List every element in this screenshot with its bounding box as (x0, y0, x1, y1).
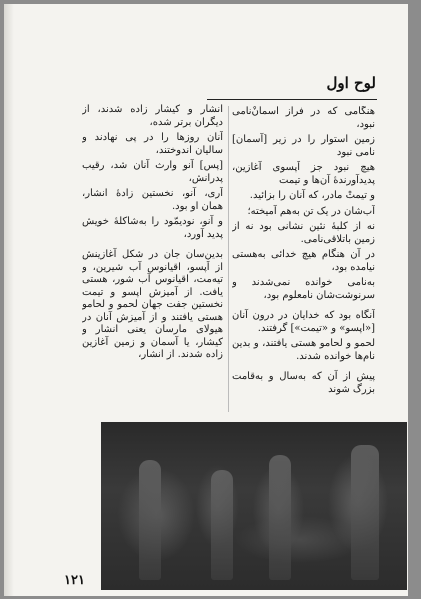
paragraph: به‌نامی خوانده نمی‌شدند و سرنوشت‌شان نامعلوم بود، (232, 277, 375, 301)
page-number: ۱۲۱ (64, 573, 85, 588)
paragraph: و تیمتْ مادر، که آنان را بزائید. (249, 190, 375, 201)
paragraph: آنگاه بود که خدایان در درون آنان [«اپسو» و «تیمت»] گرفتند. (232, 310, 375, 334)
paragraph: انشار و کیشار زاده شدند، از دیگران برتر شده، (82, 104, 223, 128)
paragraph: در آن هنگام هیچ خدائی به‌هستی نیامده بود، (232, 249, 375, 273)
paragraph: بدین‌سان جان در شکل آغازینش از اَپسو، اقیانوس آب شیرین، و تیه‌مت، اقیانوس آب شور، هستی یافت. از آمیزش اپسو و تیمت نخستین جفت جهان لحمو و لحامو هستی یافتند و از آمیزش آنان در هیولای مارسان یعنی انشار و کیشار، یا آسمان و زمین آغازین زاده شدند. از انشار، (82, 249, 223, 360)
paragraph: هنگامی که در فراز آسمان‌ْ‌نامی نبود، (232, 106, 375, 130)
right-text-column (232, 106, 375, 416)
relief-figure (139, 460, 161, 580)
relief-figure (351, 445, 379, 580)
paragraph: نه از کلبهٔ نئین نشانی بود نه از زمین باتلاقی‌نامی. (232, 221, 375, 245)
page-heading: لوح اول (326, 74, 376, 92)
heading-rule (207, 99, 377, 100)
page-gutter-shadow (4, 4, 14, 596)
paragraph: آنان روزها را در پی نهادند و سالیان اندوختند، (82, 132, 223, 156)
book-page (4, 4, 408, 596)
left-text-column (82, 104, 223, 414)
paragraph: [پس] آنو وارث آنان شد، رقیب پدرانش، (82, 160, 223, 184)
paragraph: آب‌شان در یک تن به‌هم آمیخته؛ (247, 205, 375, 217)
paragraph: زمین استوار را در زیر [آسمان] نامی نبود (232, 134, 375, 158)
cylinder-seal-relief-photo (101, 422, 407, 590)
column-divider (228, 106, 229, 412)
paragraph: پیش از آن که به‌سال و به‌قامت بزرگ شوند (232, 371, 375, 395)
paragraph: آری، آنو، نخستین زادهٔ انشار، همان او بود. (82, 188, 223, 212)
paragraph: هیچ نبود جز اَپسوی آغازین، پدیدآورندهٔ آن‌ها و تیمت (232, 162, 375, 186)
paragraph: و آنو، نودیمّود را به‌شاکلهٔ خویش پدید آورد، (82, 216, 223, 240)
paragraph: لحمو و لحامو هستی یافتند، و بدین نام‌ها خوانده شدند. (232, 338, 375, 362)
relief-figure (211, 470, 233, 580)
relief-figure (269, 455, 291, 580)
